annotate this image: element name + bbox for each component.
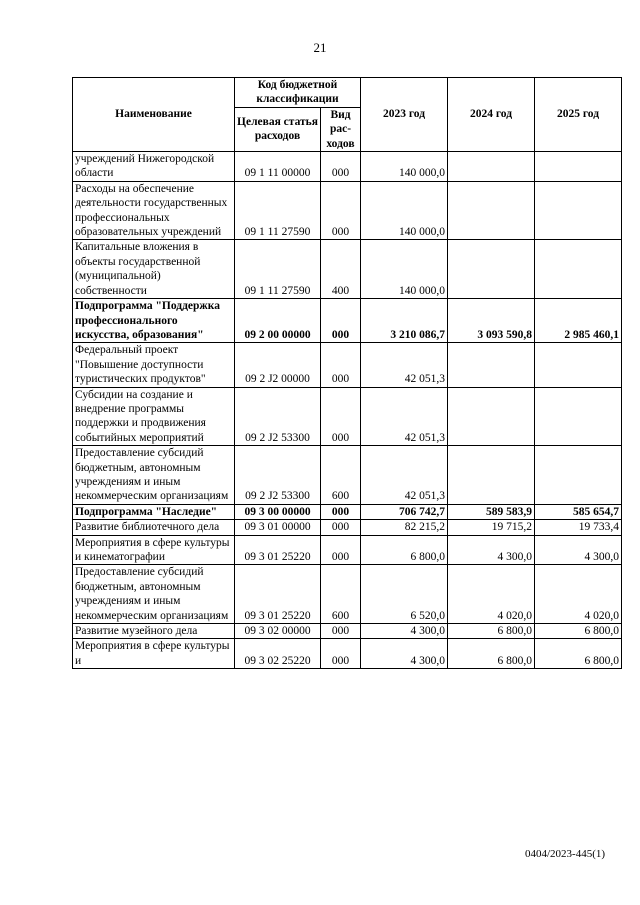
- header-name: Наименование: [73, 78, 235, 152]
- row-2025: 4 020,0: [535, 565, 622, 624]
- row-type: 000: [321, 639, 361, 669]
- row-name: Капитальные вложения в объекты государственной (муниципальной) собственности: [73, 240, 235, 299]
- row-2024: [448, 446, 535, 505]
- row-2023: 3 210 086,7: [361, 299, 448, 343]
- row-2024: [448, 181, 535, 240]
- row-name: Развитие музейного дела: [73, 624, 235, 639]
- table-row: [73, 343, 622, 387]
- row-2023: 6 800,0: [361, 535, 448, 565]
- row-code: 09 2 00 00000: [235, 299, 321, 343]
- row-2024: [448, 152, 535, 182]
- table-row: [73, 565, 622, 624]
- table-row: [73, 504, 622, 519]
- header-2025: 2025 год: [535, 78, 622, 152]
- row-code: 09 3 02 25220: [235, 639, 321, 669]
- row-2024: [448, 240, 535, 299]
- row-2024: 6 800,0: [448, 624, 535, 639]
- row-type: 000: [321, 624, 361, 639]
- row-code: 09 3 00 00000: [235, 504, 321, 519]
- row-type: 000: [321, 387, 361, 446]
- row-2025: 19 733,4: [535, 520, 622, 535]
- page-number: 21: [313, 40, 327, 55]
- header-code-group: Код бюджетной классификации: [235, 78, 361, 108]
- table-row: [73, 152, 622, 182]
- row-2025: 4 300,0: [535, 535, 622, 565]
- header-row: [73, 78, 622, 108]
- row-2024: 19 715,2: [448, 520, 535, 535]
- header-2024: 2024 год: [448, 78, 535, 152]
- row-name: Мероприятия в сфере культуры и кинематографии: [73, 535, 235, 565]
- row-type: 000: [321, 299, 361, 343]
- row-2025: 2 985 460,1: [535, 299, 622, 343]
- header-2023: 2023 год: [361, 78, 448, 152]
- row-2024: 6 800,0: [448, 639, 535, 669]
- table-row: [73, 299, 622, 343]
- row-name: Мероприятия в сфере культуры и: [73, 639, 235, 669]
- row-name: Подпрограмма "Поддержка профессионального искусства, образования": [73, 299, 235, 343]
- row-type: 000: [321, 343, 361, 387]
- row-name: Предоставление субсидий бюджетным, автономным учреждениям и иным некоммерческим организациям: [73, 565, 235, 624]
- row-2025: [535, 446, 622, 505]
- table-row: [73, 639, 622, 669]
- row-code: 09 3 01 00000: [235, 520, 321, 535]
- row-2023: 42 051,3: [361, 387, 448, 446]
- row-2025: [535, 387, 622, 446]
- row-name: Предоставление субсидий бюджетным, автономным учреждениям и иным некоммерческим организациям: [73, 446, 235, 505]
- row-2023: 42 051,3: [361, 446, 448, 505]
- row-2023: 4 300,0: [361, 624, 448, 639]
- row-2025: [535, 181, 622, 240]
- table-row: [73, 240, 622, 299]
- row-type: 000: [321, 504, 361, 519]
- table-row: [73, 520, 622, 535]
- row-2023: 140 000,0: [361, 152, 448, 182]
- row-name: Подпрограмма "Наследие": [73, 504, 235, 519]
- budget-table: [72, 77, 622, 669]
- row-type: 600: [321, 446, 361, 505]
- row-2024: [448, 343, 535, 387]
- row-code: 09 1 11 27590: [235, 181, 321, 240]
- header-target: Целевая статья расходов: [235, 107, 321, 151]
- row-type: 000: [321, 152, 361, 182]
- row-2025: [535, 152, 622, 182]
- row-code: 09 2 J2 00000: [235, 343, 321, 387]
- row-2023: 706 742,7: [361, 504, 448, 519]
- row-type: 000: [321, 520, 361, 535]
- row-name: учреждений Нижегородской области: [73, 152, 235, 182]
- row-2023: 4 300,0: [361, 639, 448, 669]
- row-2023: 82 215,2: [361, 520, 448, 535]
- row-2024: 3 093 590,8: [448, 299, 535, 343]
- row-2025: [535, 343, 622, 387]
- row-code: 09 3 01 25220: [235, 535, 321, 565]
- table-row: [73, 446, 622, 505]
- document-code: 0404/2023-445(1): [525, 848, 606, 860]
- header-type: Вид рас- ходов: [321, 107, 361, 151]
- row-name: Развитие библиотечного дела: [73, 520, 235, 535]
- row-code: 09 3 01 25220: [235, 565, 321, 624]
- row-2025: [535, 240, 622, 299]
- table-row: [73, 387, 622, 446]
- row-2024: 589 583,9: [448, 504, 535, 519]
- table-row: [73, 624, 622, 639]
- row-2023: 42 051,3: [361, 343, 448, 387]
- row-2023: 6 520,0: [361, 565, 448, 624]
- table-row: [73, 181, 622, 240]
- row-2023: 140 000,0: [361, 181, 448, 240]
- row-code: 09 2 J2 53300: [235, 446, 321, 505]
- row-2025: 6 800,0: [535, 639, 622, 669]
- row-2024: 4 020,0: [448, 565, 535, 624]
- row-2023: 140 000,0: [361, 240, 448, 299]
- row-type: 000: [321, 181, 361, 240]
- row-2024: 4 300,0: [448, 535, 535, 565]
- row-name: Федеральный проект "Повышение доступности туристических продуктов": [73, 343, 235, 387]
- row-code: 09 1 11 27590: [235, 240, 321, 299]
- row-type: 600: [321, 565, 361, 624]
- row-2025: 6 800,0: [535, 624, 622, 639]
- table-row: [73, 535, 622, 565]
- row-name: Субсидии на создание и внедрение программы поддержки и продвижения событийных мероприятий: [73, 387, 235, 446]
- row-2025: 585 654,7: [535, 504, 622, 519]
- row-code: 09 3 02 00000: [235, 624, 321, 639]
- row-code: 09 1 11 00000: [235, 152, 321, 182]
- row-name: Расходы на обеспечение деятельности государственных профессиональных образовательных учреждений: [73, 181, 235, 240]
- row-type: 400: [321, 240, 361, 299]
- row-type: 000: [321, 535, 361, 565]
- row-2024: [448, 387, 535, 446]
- row-code: 09 2 J2 53300: [235, 387, 321, 446]
